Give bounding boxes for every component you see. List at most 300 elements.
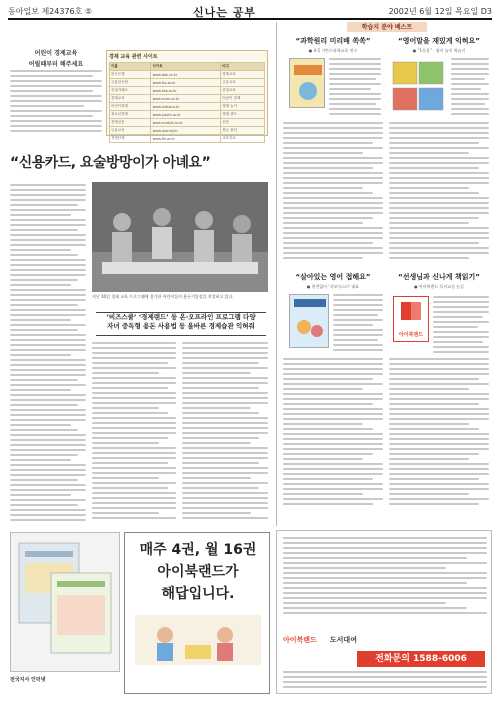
text-line <box>10 399 86 401</box>
text-line <box>92 367 176 369</box>
table-cell: 어린이 경제 <box>221 95 265 103</box>
text-line <box>283 592 487 594</box>
table-cell: 금융감독원 <box>110 79 151 87</box>
text-line <box>182 357 268 359</box>
photo-children-icon <box>92 182 268 292</box>
text-line <box>433 306 489 308</box>
text-line <box>10 364 86 366</box>
text-line <box>329 68 381 70</box>
text-line <box>283 242 373 244</box>
text-line <box>451 88 481 90</box>
text-line <box>92 512 159 514</box>
table-cell: 청소년경제 <box>110 111 151 119</box>
text-line <box>451 83 489 85</box>
text-line <box>92 372 159 374</box>
text-line <box>182 452 268 454</box>
text-line <box>329 58 381 60</box>
section-title: 신나는 공부 <box>193 6 256 19</box>
article-column-2 <box>92 342 176 526</box>
text-line <box>329 98 381 100</box>
ad-line3: 해답입니다. <box>161 586 235 602</box>
text-line <box>10 189 86 191</box>
text-line <box>389 368 489 370</box>
text-line <box>182 442 251 444</box>
text-line <box>283 202 383 204</box>
text-line <box>92 417 176 419</box>
text-line <box>389 197 489 199</box>
text-line <box>283 686 487 688</box>
text-line <box>389 408 489 410</box>
text-line <box>92 352 176 354</box>
book-corner-label: 학습지 분야 베스트 <box>347 22 427 32</box>
text-line <box>389 182 489 184</box>
text-line <box>10 264 86 266</box>
text-line <box>182 372 251 374</box>
book-1-text-a <box>329 58 381 118</box>
text-line <box>283 122 383 124</box>
text-line <box>10 374 86 376</box>
text-line <box>333 324 373 326</box>
text-line <box>283 572 487 574</box>
text-line <box>283 212 383 214</box>
text-line <box>389 378 479 380</box>
text-line <box>333 294 383 296</box>
text-line <box>389 167 479 169</box>
text-line <box>92 347 176 349</box>
text-line <box>182 407 251 409</box>
sites-grid <box>109 62 265 143</box>
article-column-3 <box>182 342 268 526</box>
text-line <box>333 309 383 311</box>
text-line <box>182 432 268 434</box>
text-line <box>389 152 469 154</box>
text-line <box>329 93 381 95</box>
ad-phone: 전화문의 1588-6006 <box>357 651 485 667</box>
text-line <box>10 130 102 132</box>
ad-line2: 아이북랜드가 <box>157 564 239 580</box>
text-line <box>10 504 78 506</box>
text-line <box>182 347 268 349</box>
text-line <box>10 224 86 226</box>
text-line <box>389 503 479 505</box>
text-line <box>389 443 489 445</box>
text-line <box>283 227 383 229</box>
text-line <box>92 382 176 384</box>
text-line <box>283 463 383 465</box>
table-header-cell: 이름 <box>110 63 151 71</box>
text-line <box>92 432 176 434</box>
text-line <box>10 319 71 321</box>
text-line <box>10 414 86 416</box>
text-line <box>182 447 268 449</box>
text-line <box>283 187 363 189</box>
text-line <box>283 247 383 249</box>
text-line <box>389 192 479 194</box>
masthead <box>8 4 492 20</box>
text-line <box>433 296 489 298</box>
text-line <box>329 78 376 80</box>
text-line <box>433 331 489 333</box>
text-line <box>283 257 363 259</box>
text-line <box>389 132 489 134</box>
text-line <box>10 354 71 356</box>
text-line <box>389 358 489 360</box>
text-line <box>283 607 467 609</box>
book-card-4 <box>389 272 489 290</box>
text-line <box>389 232 489 234</box>
text-line <box>182 417 268 419</box>
text-line <box>283 577 487 579</box>
text-line <box>283 192 373 194</box>
text-line <box>433 311 489 313</box>
table-cell: 한국은행 <box>110 71 151 79</box>
text-line <box>92 452 176 454</box>
text-line <box>10 479 78 481</box>
text-line <box>92 427 176 429</box>
text-line <box>389 363 489 365</box>
text-line <box>389 142 479 144</box>
text-line <box>92 357 176 359</box>
text-line <box>92 422 176 424</box>
book-card-2 <box>389 36 489 54</box>
text-line <box>283 418 383 420</box>
text-line <box>92 437 168 439</box>
text-line <box>92 387 168 389</box>
text-line <box>283 488 383 490</box>
book-1-text-b <box>283 122 383 264</box>
ad-brand2: 도서대여 <box>329 636 357 644</box>
text-line <box>182 392 268 394</box>
table-row <box>110 95 265 103</box>
text-line <box>10 484 86 486</box>
book-1-cover <box>289 58 325 108</box>
text-line <box>10 269 86 271</box>
text-line <box>451 68 489 70</box>
text-line <box>10 519 86 521</box>
text-line <box>10 474 86 476</box>
text-line <box>283 443 383 445</box>
table-row <box>110 71 265 79</box>
text-line <box>283 378 373 380</box>
text-line <box>10 214 71 216</box>
table-cell: www.fki.or.kr <box>151 135 221 143</box>
text-line <box>451 113 489 115</box>
text-line <box>283 137 383 139</box>
text-line <box>389 413 489 415</box>
ad-banner <box>124 532 270 694</box>
text-line <box>182 397 268 399</box>
text-line <box>10 314 86 316</box>
table-cell: www.ecokid.co.kr <box>151 119 221 127</box>
table-cell: 어린이경제 <box>110 103 151 111</box>
text-line <box>10 334 86 336</box>
book-2-covers <box>391 58 447 114</box>
brand-logo-text: 아이북랜드 <box>398 332 424 338</box>
text-line <box>10 454 78 456</box>
text-line <box>389 172 489 174</box>
text-line <box>283 172 383 174</box>
text-line <box>92 447 176 449</box>
text-line <box>182 362 259 364</box>
text-line <box>389 122 489 124</box>
text-line <box>283 478 373 480</box>
text-line <box>283 182 383 184</box>
text-line <box>92 492 176 494</box>
text-line <box>10 424 71 426</box>
english-magazine-icon <box>290 295 330 349</box>
text-line <box>10 229 78 231</box>
text-line <box>182 462 259 464</box>
text-line <box>10 489 86 491</box>
text-line <box>10 244 86 246</box>
text-line <box>10 404 78 406</box>
text-line <box>10 204 78 206</box>
book-3-text-b <box>283 358 383 508</box>
text-line <box>283 408 383 410</box>
text-line <box>333 314 378 316</box>
text-line <box>92 442 159 444</box>
book-card-3 <box>283 272 383 290</box>
text-line <box>333 344 383 346</box>
text-line <box>10 429 78 431</box>
text-line <box>329 113 381 115</box>
text-line <box>433 321 489 323</box>
table-cell: www.money.kr <box>151 127 221 135</box>
text-line <box>182 457 268 459</box>
text-line <box>92 477 159 479</box>
text-line <box>329 83 381 85</box>
text-line <box>182 487 259 489</box>
text-line <box>389 493 469 495</box>
text-line <box>182 342 268 344</box>
text-line <box>92 497 176 499</box>
text-line <box>182 427 268 429</box>
text-line <box>283 671 487 673</box>
table-header-cell: 비고 <box>221 63 265 71</box>
text-line <box>182 512 251 514</box>
text-line <box>92 482 176 484</box>
headline: “신용카드, 요술방망이가 아녜요” <box>10 155 211 171</box>
text-line <box>433 351 489 353</box>
text-line <box>389 393 489 395</box>
book-2-text-b <box>389 122 489 264</box>
text-line <box>10 444 86 446</box>
text-line <box>389 453 479 455</box>
text-line <box>389 403 479 405</box>
economy-sites-table <box>106 50 268 141</box>
table-cell: www.econ.or.kr <box>151 95 221 103</box>
text-line <box>389 438 489 440</box>
table-row <box>110 127 265 135</box>
text-line <box>10 514 86 516</box>
text-line <box>10 434 86 436</box>
table-cell: 금융교육 <box>221 79 265 87</box>
text-line <box>283 537 487 539</box>
text-line <box>451 98 489 100</box>
text-line <box>10 324 86 326</box>
table-cell: 금융교육 <box>110 127 151 135</box>
text-line <box>10 464 86 466</box>
text-line <box>283 612 487 614</box>
book-3-cover <box>289 294 329 348</box>
text-line <box>451 103 485 105</box>
brand-logo-box <box>393 296 429 342</box>
text-line <box>283 567 446 569</box>
text-line <box>10 459 71 461</box>
book-3-sub: ● 편견없이 ‘지모마스터’ 대표 <box>306 284 360 289</box>
text-line <box>283 373 383 375</box>
text-line <box>389 257 469 259</box>
text-line <box>92 402 176 404</box>
text-line <box>182 352 268 354</box>
text-line <box>10 209 86 211</box>
text-line <box>389 207 489 209</box>
text-line <box>389 227 489 229</box>
book-4-title: “선생님과 신나게 책읽기” <box>398 273 480 281</box>
text-line <box>92 517 176 519</box>
ad-info-panel <box>276 530 492 694</box>
text-line <box>433 316 483 318</box>
text-line <box>10 199 86 201</box>
table-cell: 교육자료 <box>221 135 265 143</box>
text-line <box>92 392 176 394</box>
text-line <box>333 334 383 336</box>
text-line <box>389 433 489 435</box>
text-line <box>10 304 78 306</box>
table-cell: www.youth.or.kr <box>151 111 221 119</box>
text-line <box>433 326 478 328</box>
table-cell: www.kidseco.kr <box>151 103 221 111</box>
text-line <box>333 349 383 351</box>
text-line <box>283 473 383 475</box>
text-line <box>182 497 268 499</box>
text-line <box>283 167 373 169</box>
table-row <box>110 79 265 87</box>
text-line <box>10 509 86 511</box>
text-line <box>10 239 86 241</box>
text-line <box>333 304 383 306</box>
table-cell: 증권거래소 <box>110 87 151 95</box>
text-line <box>433 336 489 338</box>
text-line <box>10 339 86 341</box>
text-line <box>283 587 487 589</box>
text-line <box>10 469 86 471</box>
text-line <box>283 433 383 435</box>
text-line <box>451 78 485 80</box>
text-line <box>182 472 268 474</box>
text-line <box>389 448 489 450</box>
table-row <box>110 87 265 95</box>
column-title-line1: 어린이 경제교육 <box>34 50 78 57</box>
text-line <box>10 359 86 361</box>
text-line <box>10 274 86 276</box>
text-line <box>283 237 383 239</box>
text-line <box>283 388 363 390</box>
text-line <box>389 222 469 224</box>
text-line <box>389 177 489 179</box>
text-line <box>283 676 487 678</box>
text-line <box>389 398 489 400</box>
text-line <box>329 63 381 65</box>
text-line <box>389 483 489 485</box>
text-line <box>329 73 381 75</box>
text-line <box>283 602 446 604</box>
text-line <box>10 494 71 496</box>
masthead-issue: 동아일보 제24376호 ⑤ <box>8 7 93 16</box>
text-line <box>333 319 383 321</box>
text-line <box>389 428 479 430</box>
ad-small-print <box>283 671 487 691</box>
text-line <box>333 339 378 341</box>
text-line <box>389 423 469 425</box>
text-line <box>283 552 487 554</box>
text-line <box>389 468 489 470</box>
text-line <box>283 483 383 485</box>
text-line <box>389 488 489 490</box>
text-line <box>389 162 489 164</box>
text-line <box>389 157 489 159</box>
reading-kids-icon <box>135 615 261 665</box>
book-2-sub: ● “1등을” · 영어 놀이 학습지 <box>412 48 466 53</box>
column-title <box>12 48 100 68</box>
workbook-image-icon <box>11 533 119 671</box>
text-line <box>451 63 489 65</box>
text-line <box>389 137 489 139</box>
text-line <box>389 217 479 219</box>
text-line <box>10 344 86 346</box>
text-line <box>283 547 487 549</box>
text-line <box>283 127 383 129</box>
text-line <box>283 152 363 154</box>
text-line <box>451 58 489 60</box>
text-line <box>283 582 467 584</box>
text-line <box>283 493 363 495</box>
text-line <box>92 342 176 344</box>
text-line <box>333 299 383 301</box>
text-line <box>389 383 489 385</box>
text-line <box>283 132 383 134</box>
text-line <box>10 384 86 386</box>
text-line <box>389 147 489 149</box>
text-line <box>10 299 86 301</box>
text-line <box>389 463 489 465</box>
table-row <box>110 103 265 111</box>
text-line <box>283 681 487 683</box>
book-1-sub: ● 4-5 기탄수과학교육 연구 <box>308 48 358 53</box>
table-cell: www.bok.or.kr <box>151 71 221 79</box>
table-cell: 경제단체 <box>110 135 151 143</box>
text-line <box>283 458 363 460</box>
table-row <box>110 111 265 119</box>
text-line <box>451 108 489 110</box>
text-line <box>389 498 489 500</box>
text-line <box>283 358 383 360</box>
text-line <box>92 407 159 409</box>
text-line <box>283 562 487 564</box>
text-line <box>10 389 71 391</box>
text-line <box>283 252 383 254</box>
text-line <box>333 329 383 331</box>
text-line <box>10 439 86 441</box>
text-line <box>182 502 268 504</box>
text-line <box>283 222 363 224</box>
table-cell: 경제신문 <box>110 119 151 127</box>
text-line <box>10 279 78 281</box>
text-line <box>329 88 371 90</box>
text-line <box>182 437 259 439</box>
book-4-text-b <box>389 358 489 508</box>
text-line <box>283 557 467 559</box>
